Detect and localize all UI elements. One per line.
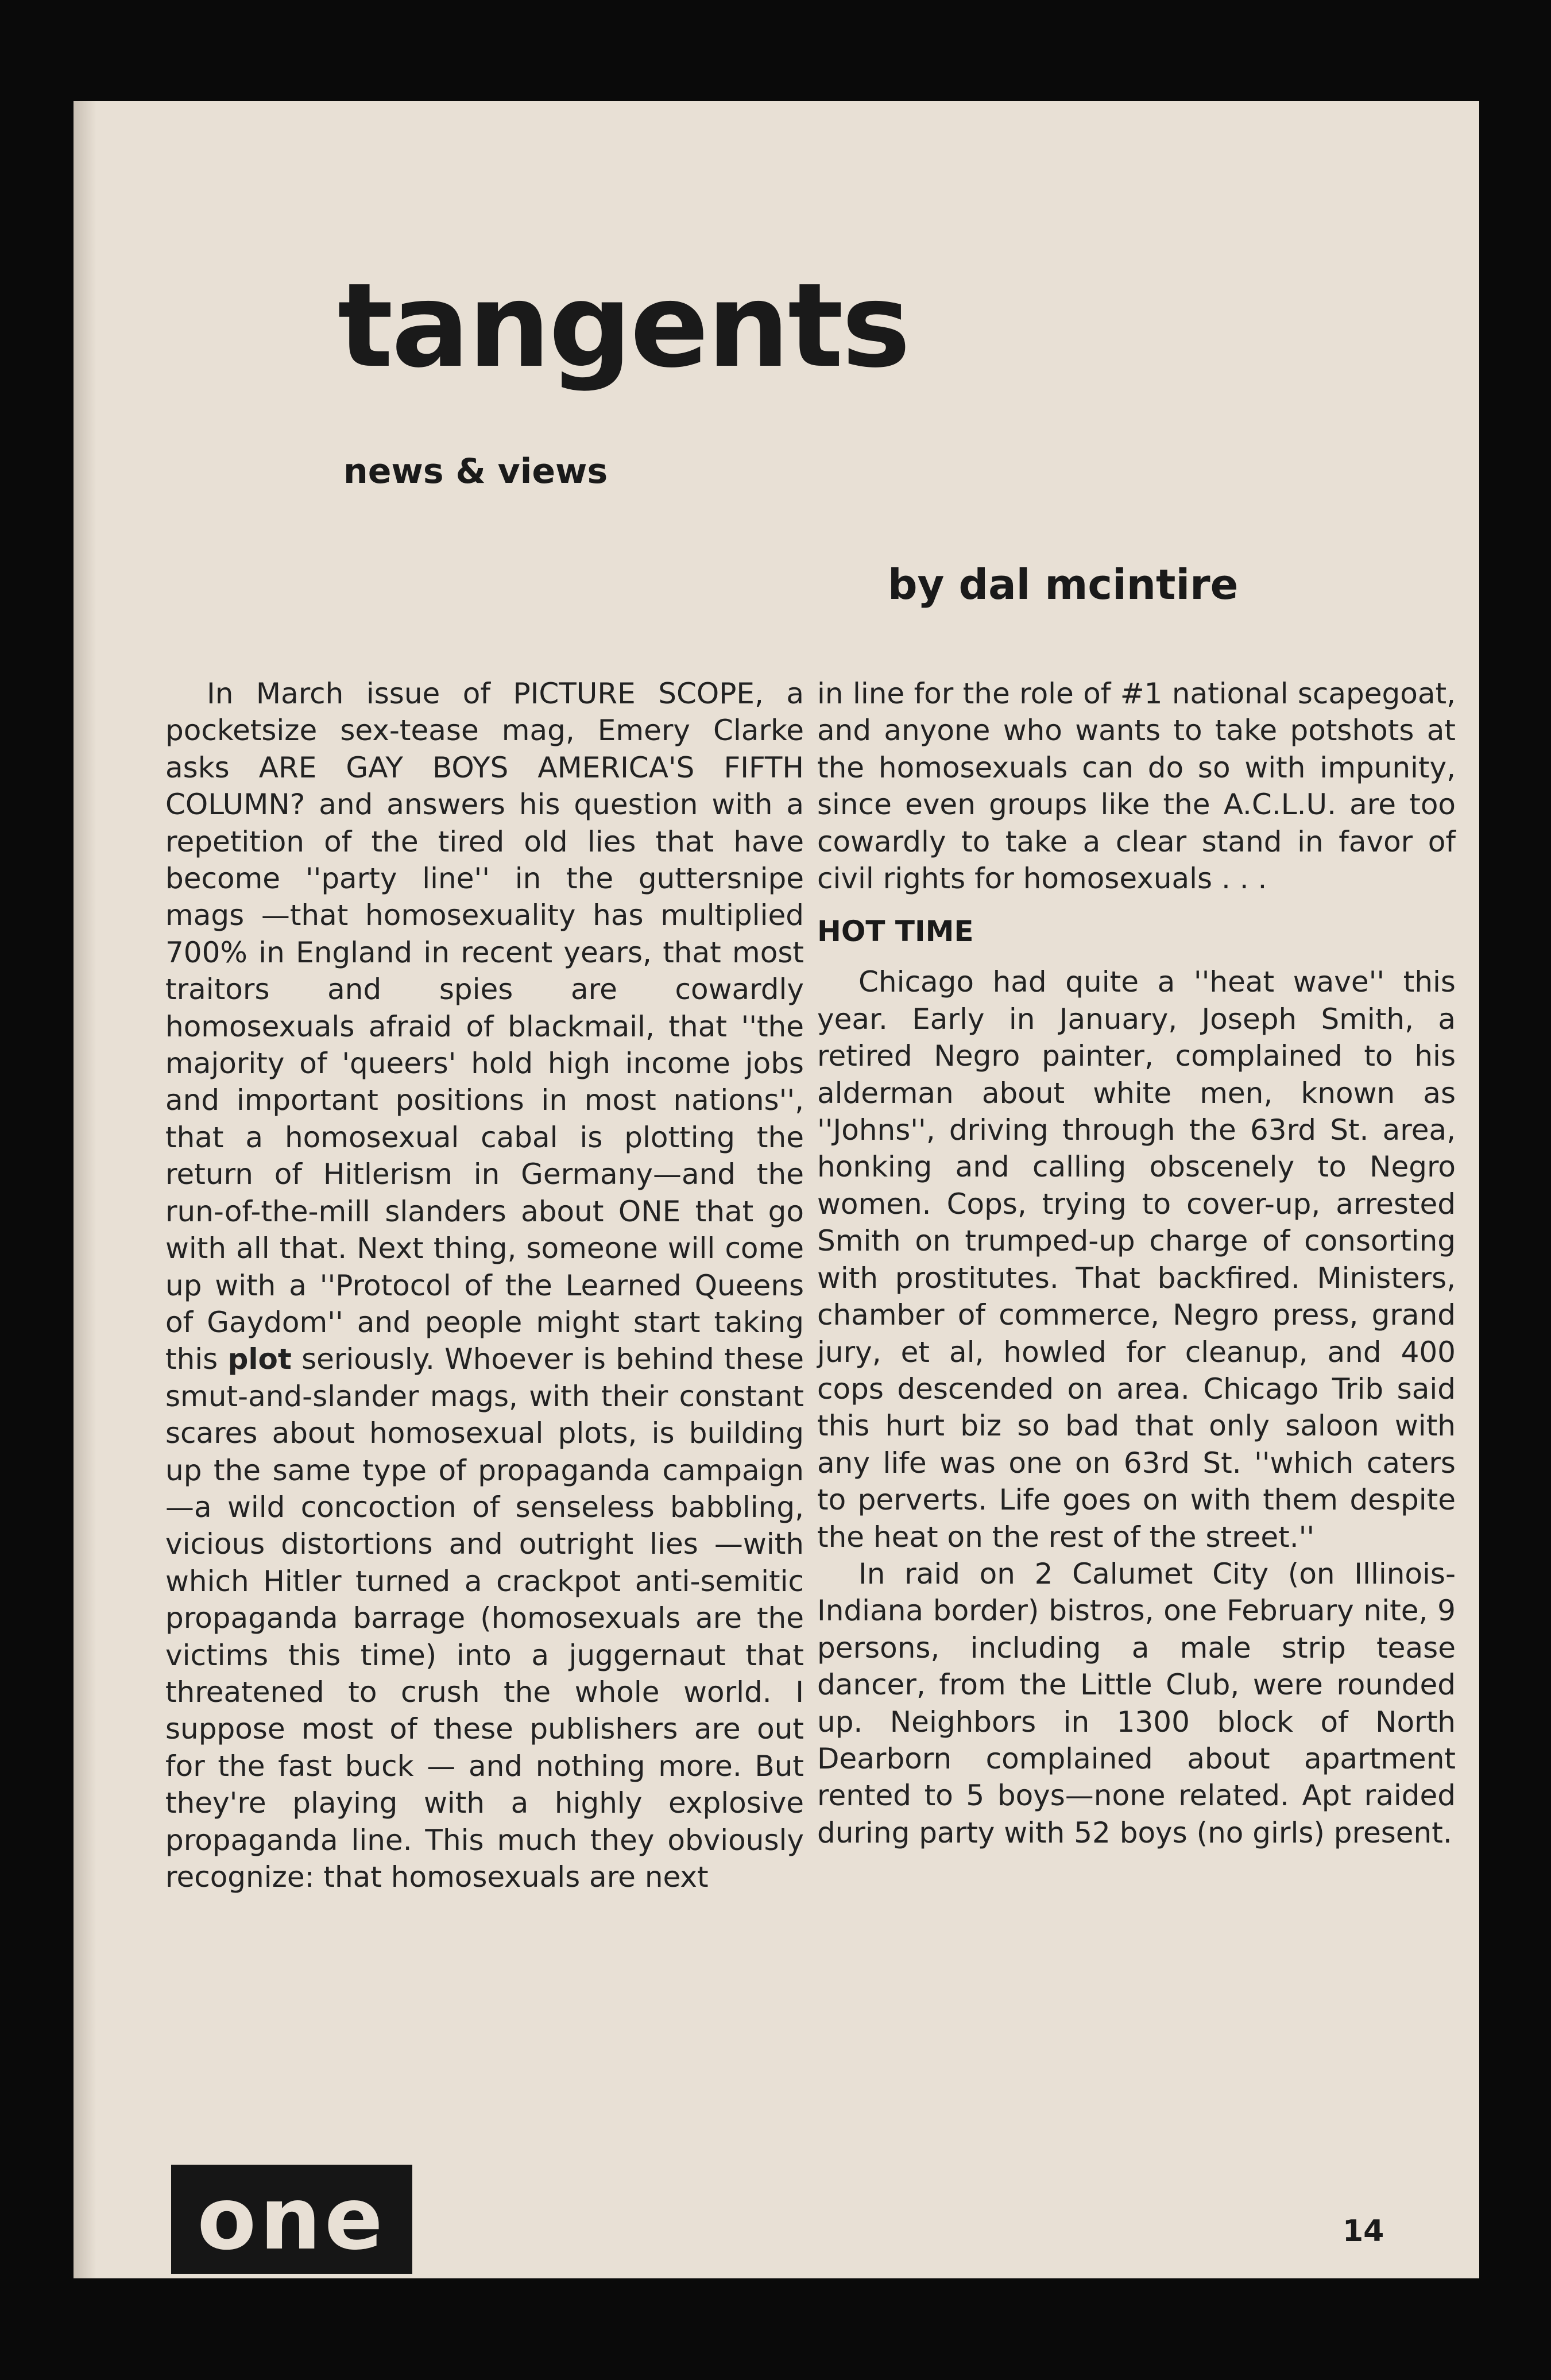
- magazine-page: [74, 101, 1479, 2278]
- page-title: tangents: [338, 258, 909, 393]
- paragraph-text: In March issue of PICTURE SCOPE, a pocketsize sex-tease mag, Emery Clarke asks ARE GAY BOYS AMERICA'S FIFTH COLUMN? and answers his question with a repetition of the tired old lies that have become ''party line'' in the guttersnipe mags —that homosexuality has multiplied 700% in England in recent years, that most traitors and spies are cowardly homosexuals afraid of blackmail, that ''the majority of 'queers' hold high income jobs and important positions in most nations'', that a homosexual cabal is plotting the return of Hitlerism in Germany—and the run-of-the-mill slanders about ONE that go with all that. Next thing, someone will come up with a ''Protocol of the Learned Queens of Gaydom'' and people might start taking this: [165, 677, 804, 1376]
- logo-text: one: [197, 2169, 386, 2269]
- bold-word: plot: [227, 1342, 292, 1376]
- page-number: 14: [1343, 2214, 1384, 2249]
- article-paragraph: in line for the role of #1 national scapegoat, and anyone who wants to take potshots at the homosexuals can do so with impunity, since even groups like the A.C.L.U. are too cowardly to take a clear stand in favor of civil rights for homosexuals . . .: [817, 677, 1456, 896]
- right-column: [817, 675, 1456, 1851]
- section-heading: HOT TIME: [817, 915, 974, 949]
- page-subtitle: news & views: [343, 451, 608, 492]
- left-column: [165, 675, 804, 1895]
- paragraph-text-continued: seriously. Whoever is behind these smut-and-slander mags, with their constant scares about homosexual plots, is building up the same type of propaganda campaign—a wild concoction of senseless babbling, vicious distortions and outright lies —with which Hitler turned a crackpot anti-semitic propaganda barrage (homosexuals are the victims this time) into a juggernaut that threatened to crush the whole world. I suppose most of these publishers are out for the fast buck — and nothing more. But they're playing with a highly explosive propaganda line. This much they obviously recognize: that homosexuals are next: [165, 1342, 804, 1894]
- author-byline: by dal mcintire: [888, 560, 1239, 609]
- article-paragraph: [165, 675, 804, 1895]
- article-paragraph: Chicago had quite a ''heat wave'' this year. Early in January, Joseph Smith, a retired Negro painter, complained to his alderman about white men, known as ''Johns'', driving through the 63rd St. area, honking and calling obscenely to Negro women. Cops, trying to cover-up, arrested Smith on trumped-up charge of consorting with prostitutes. That backfired. Ministers, chamber of commerce, Negro press, grand jury, et al, howled for cleanup, and 400 cops descended on area. Chicago Trib said this hurt biz so bad that only saloon with any life was one on 63rd St. ''which caters to perverts. Life goes on with them despite the heat on the rest of the street.'': [817, 965, 1456, 1554]
- page-spine-shadow: [74, 101, 96, 2278]
- one-magazine-logo: [171, 2165, 412, 2274]
- article-paragraph: In raid on 2 Calumet City (on Illinois-Indiana border) bistros, one February nite, 9 persons, including a male strip tease dancer, from the Little Club, were rounded up. Neighbors in 1300 block of North Dearborn complained about apartment rented to 5 boys—none related. Apt raided during party with 52 boys (no girls) present.: [817, 1557, 1456, 1849]
